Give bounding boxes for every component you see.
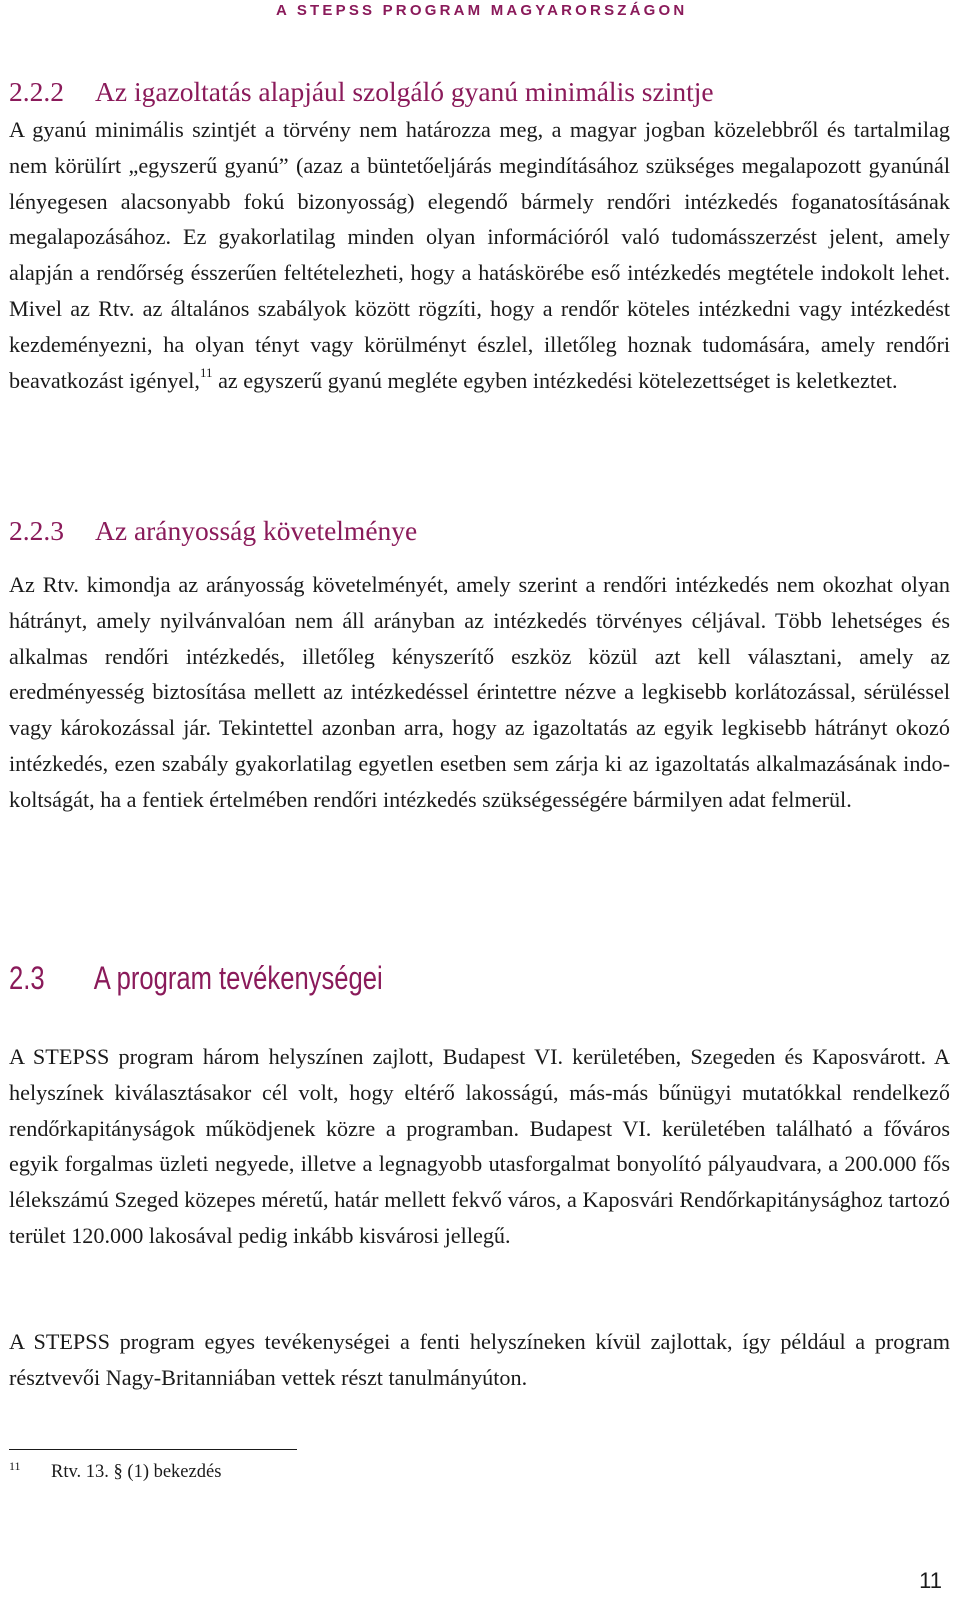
section-number: 2.2.3: [9, 515, 64, 546]
section-heading-2-2-3: [9, 515, 417, 547]
paragraph-proportionality: Az Rtv. kimondja az arányosság követelményét, amely szerint a rendőri intézkedés nem okozhat olyan hátrányt, amely nyilvánvalóan nem áll arányban az intézkedés törvényes céljával. Több lehetséges és alkalmas rendőri intézkedés, illetőleg kényszerítő eszköz közül azt kell választani, amely az eredményesség biztosítása mellett az intézkedéssel érintettre nézve a legkisebb korlátozással, sérüléssel vagy károkozással jár. Tekintettel azonban arra, hogy az igazoltatás az egyik legkisebb hátrányt okozó intézkedés, ezen szabály gyakorlatilag egyetlen esetben sem zárja ki az igazoltatás alkalmazásának indokoltságát, ha a fentiek értelmében rendőri intézkedés szükségességére bármilyen adat felmerül.: [9, 572, 950, 812]
paragraph-minimal-suspicion: [9, 112, 950, 398]
footnote-reference[interactable]: 11: [199, 365, 213, 381]
section-title: Az arányosság követelménye: [95, 515, 418, 546]
footnote-text: Rtv. 13. § (1) bekezdés: [51, 1462, 222, 1483]
paragraph-program-locations: A STEPSS program három helyszínen zajlott, Budapest VI. kerületében, Szegeden és Kaposvárott. A helyszínek kiválasztásakor cél volt, hogy eltérő lakosságú, más-más bűnügyi mutatókkal rendelkező rendőrkapitányságok működjenek közre a programban. Budapest VI. kerületében található a főváros egyik forgalmas üzleti negyede, illetve a legnagyobb utasforgalmat bonyolító pályaudvara, a 200.000 fős lélekszámú Szeged közepes méretű, határ mellett fekvő város, a Kaposvári Rendőrkapitánysághoz tartozó terület 120.000 lakosával pedig inkább kisvárosi jellegű.: [9, 1044, 950, 1248]
paragraph-text-continued: az egyszerű gyanú megléte egyben intézkedési kötelezettséget is keletkeztet.: [212, 367, 898, 393]
paragraph-text: A gyanú minimális szintjét a törvény nem határozza meg, a magyar jogban közelebbről és tartalmilag nem körülírt „egyszerű gyanú” (azaz a büntetőeljárás megindításához szükséges megalapozott gyanúnál lényegesen alacsonyabb fokú bizonyosság) elegendő bármely rendőri intézkedés foganatosításának megalapozásához. Ez gyakorlatilag minden olyan információról való tudomásszerzést jelent, amely alapján a rendőrség ésszerűen feltételezheti, hogy a hatáskörébe eső intézkedés megtétele indokolt lehet. Mivel az Rtv. az általános szabályok között rögzíti, hogy a rendőr köteles intézkedni vagy intézkedést kezdeményezni, ha olyan tényt vagy körülményt észlel, illetőleg hoznak tudomására, amely rendőri beavatkozást igényel,: [9, 117, 950, 393]
footnote-number: 11: [9, 1459, 21, 1473]
footnote-divider: [9, 1449, 297, 1450]
section-number: 2.3: [9, 960, 45, 996]
page-number: 11: [919, 1568, 942, 1593]
paragraph-program-activities: A STEPSS program egyes tevékenységei a fenti helyszíneken kívül zajlottak, így például a program résztvevői Nagy-Britanniában vettek részt tanulmányúton.: [9, 1329, 950, 1390]
footnote: [9, 1459, 221, 1483]
section-title: Az igazoltatás alapjául szolgáló gyanú minimális szintje: [95, 76, 714, 107]
section-heading-2-2-2: [9, 76, 714, 108]
section-title: A program tevékenységei: [93, 960, 383, 996]
section-heading-2-3: [9, 960, 383, 997]
running-header: A STEPSS PROGRAM MAGYARORSZÁGON: [276, 2, 688, 19]
section-number: 2.2.2: [9, 76, 64, 107]
